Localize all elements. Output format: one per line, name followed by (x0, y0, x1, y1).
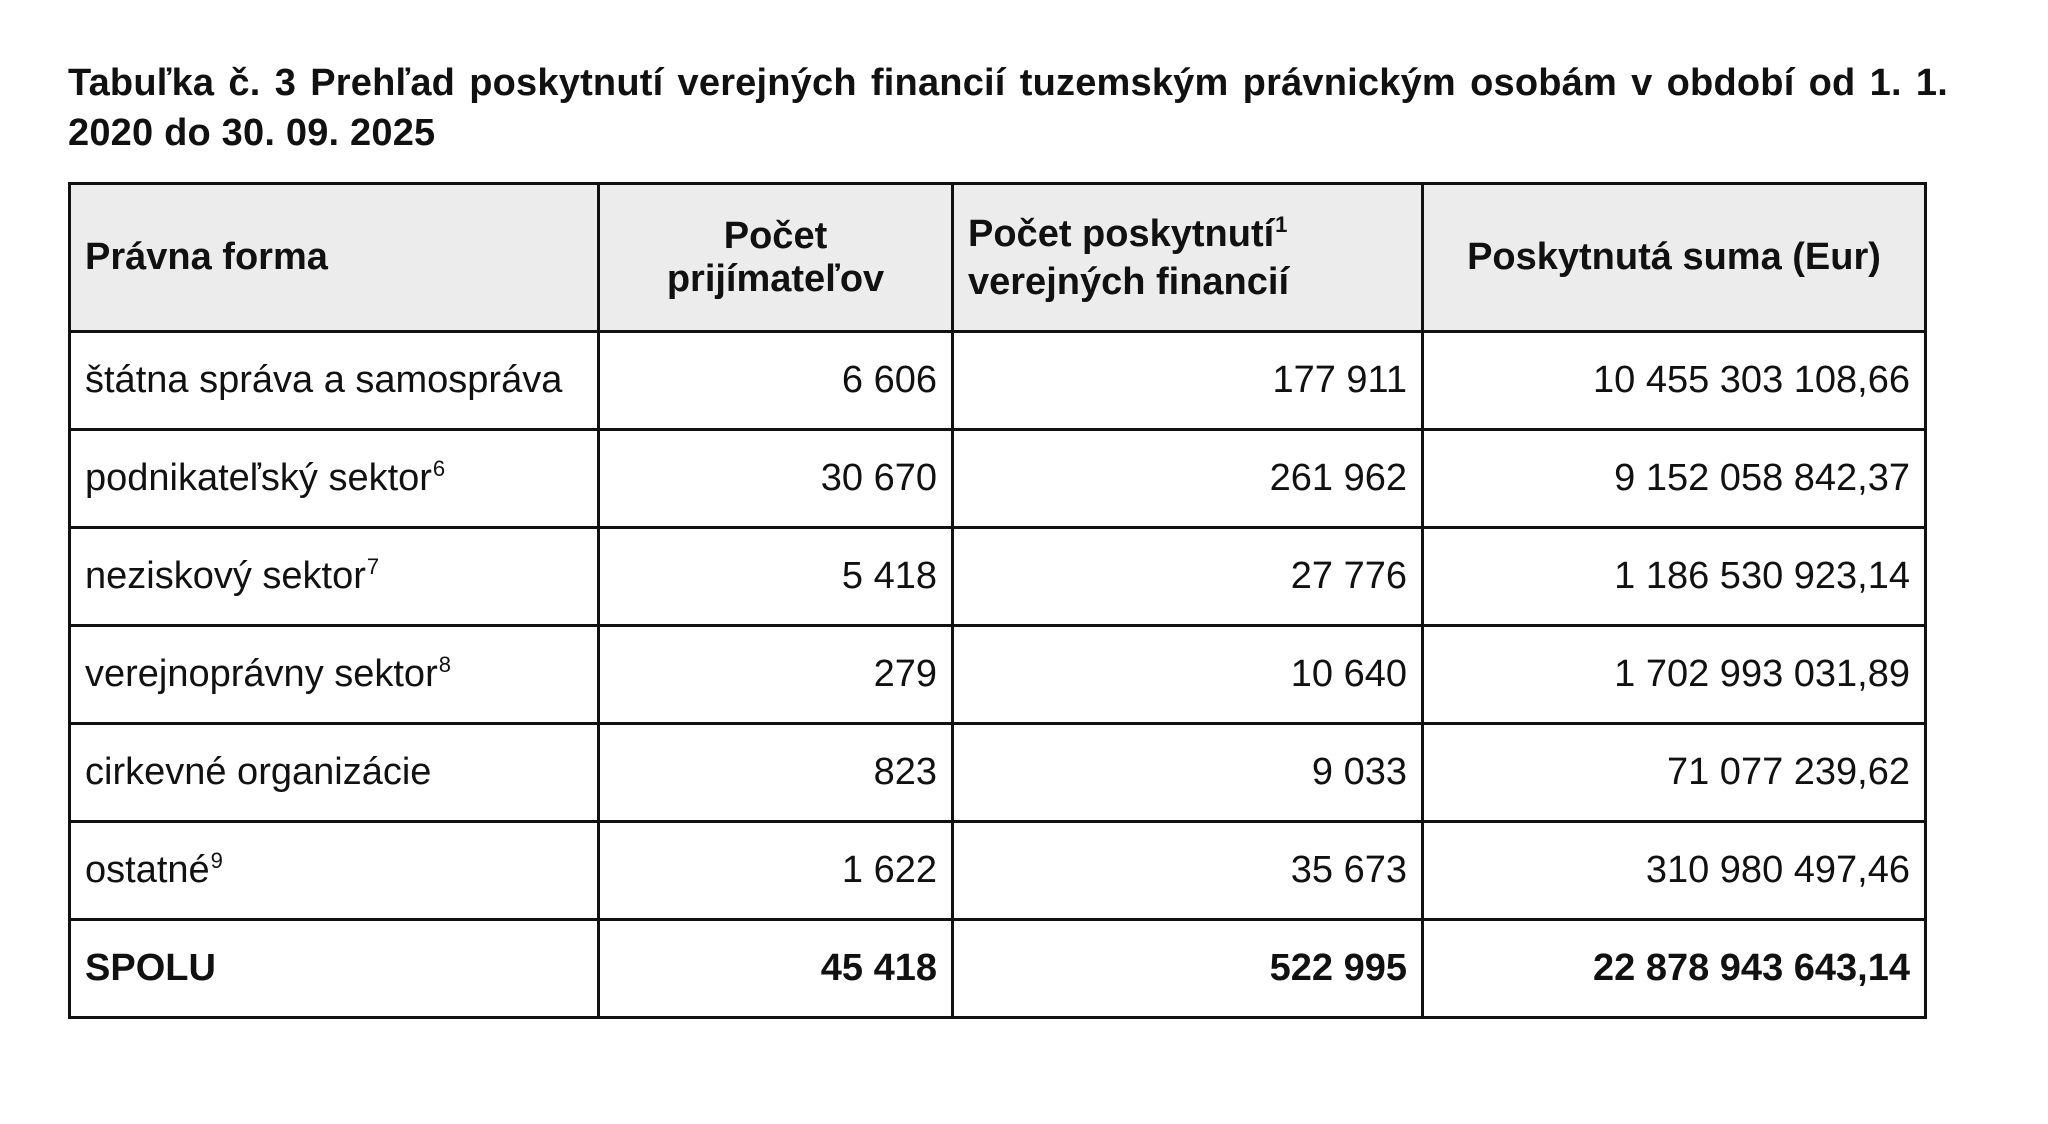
row-recipients: 823 (599, 724, 953, 822)
footnote-ref: 7 (366, 554, 380, 580)
row-recipients: 1 622 (599, 822, 953, 920)
header-legal-form: Právna forma (70, 184, 599, 332)
public-finance-table (68, 182, 1927, 1019)
row-grants: 261 962 (953, 430, 1423, 528)
row-amount: 10 455 303 108,66 (1423, 332, 1926, 430)
row-label (70, 724, 599, 822)
footnote-ref: 1 (1275, 211, 1288, 237)
header-grants (953, 184, 1423, 332)
table-row (70, 528, 1926, 626)
table-row (70, 626, 1926, 724)
row-recipients: 5 418 (599, 528, 953, 626)
row-label (70, 430, 599, 528)
row-recipients: 30 670 (599, 430, 953, 528)
row-grants: 177 911 (953, 332, 1423, 430)
table-total-row (70, 920, 1926, 1018)
row-amount: 310 980 497,46 (1423, 822, 1926, 920)
table-caption: Tabuľka č. 3 Prehľad poskytnutí verejných financií tuzemským právnickým osobám v období od 1. 1. 2020 do 30. 09. 2025 (68, 62, 1948, 154)
row-label (70, 528, 599, 626)
row-grants: 27 776 (953, 528, 1423, 626)
row-amount: 1 186 530 923,14 (1423, 528, 1926, 626)
row-grants: 10 640 (953, 626, 1423, 724)
row-label-text: neziskový sektor (85, 555, 366, 597)
header-grants-line2: verejných financií (968, 260, 1290, 303)
row-recipients: 6 606 (599, 332, 953, 430)
footnote-ref: 6 (432, 456, 446, 482)
table-row (70, 332, 1926, 430)
table-row (70, 724, 1926, 822)
header-amount: Poskytnutá suma (Eur) (1423, 184, 1926, 332)
row-label (70, 626, 599, 724)
row-label-text: podnikateľský sektor (85, 457, 432, 499)
row-recipients: 279 (599, 626, 953, 724)
header-recipients: Počet prijímateľov (599, 184, 953, 332)
row-amount: 1 702 993 031,89 (1423, 626, 1926, 724)
row-label-text: štátna správa a samospráva (85, 359, 563, 401)
header-grants-line1: Počet poskytnutí (968, 212, 1275, 255)
table-row (70, 430, 1926, 528)
row-label (70, 822, 599, 920)
row-label-text: verejnoprávny sektor (85, 653, 438, 695)
row-label-text: cirkevné organizácie (85, 751, 432, 793)
row-grants: 35 673 (953, 822, 1423, 920)
total-label: SPOLU (70, 920, 599, 1018)
footnote-ref: 8 (438, 652, 451, 678)
row-label-text: ostatné (85, 849, 210, 891)
table-row (70, 822, 1926, 920)
footnote-ref: 9 (210, 848, 223, 874)
row-amount: 71 077 239,62 (1423, 724, 1926, 822)
total-recipients: 45 418 (599, 920, 953, 1018)
row-grants: 9 033 (953, 724, 1423, 822)
total-amount: 22 878 943 643,14 (1423, 920, 1926, 1018)
total-grants: 522 995 (953, 920, 1423, 1018)
row-label (70, 332, 599, 430)
row-amount: 9 152 058 842,37 (1423, 430, 1926, 528)
table-header-row (70, 184, 1926, 332)
